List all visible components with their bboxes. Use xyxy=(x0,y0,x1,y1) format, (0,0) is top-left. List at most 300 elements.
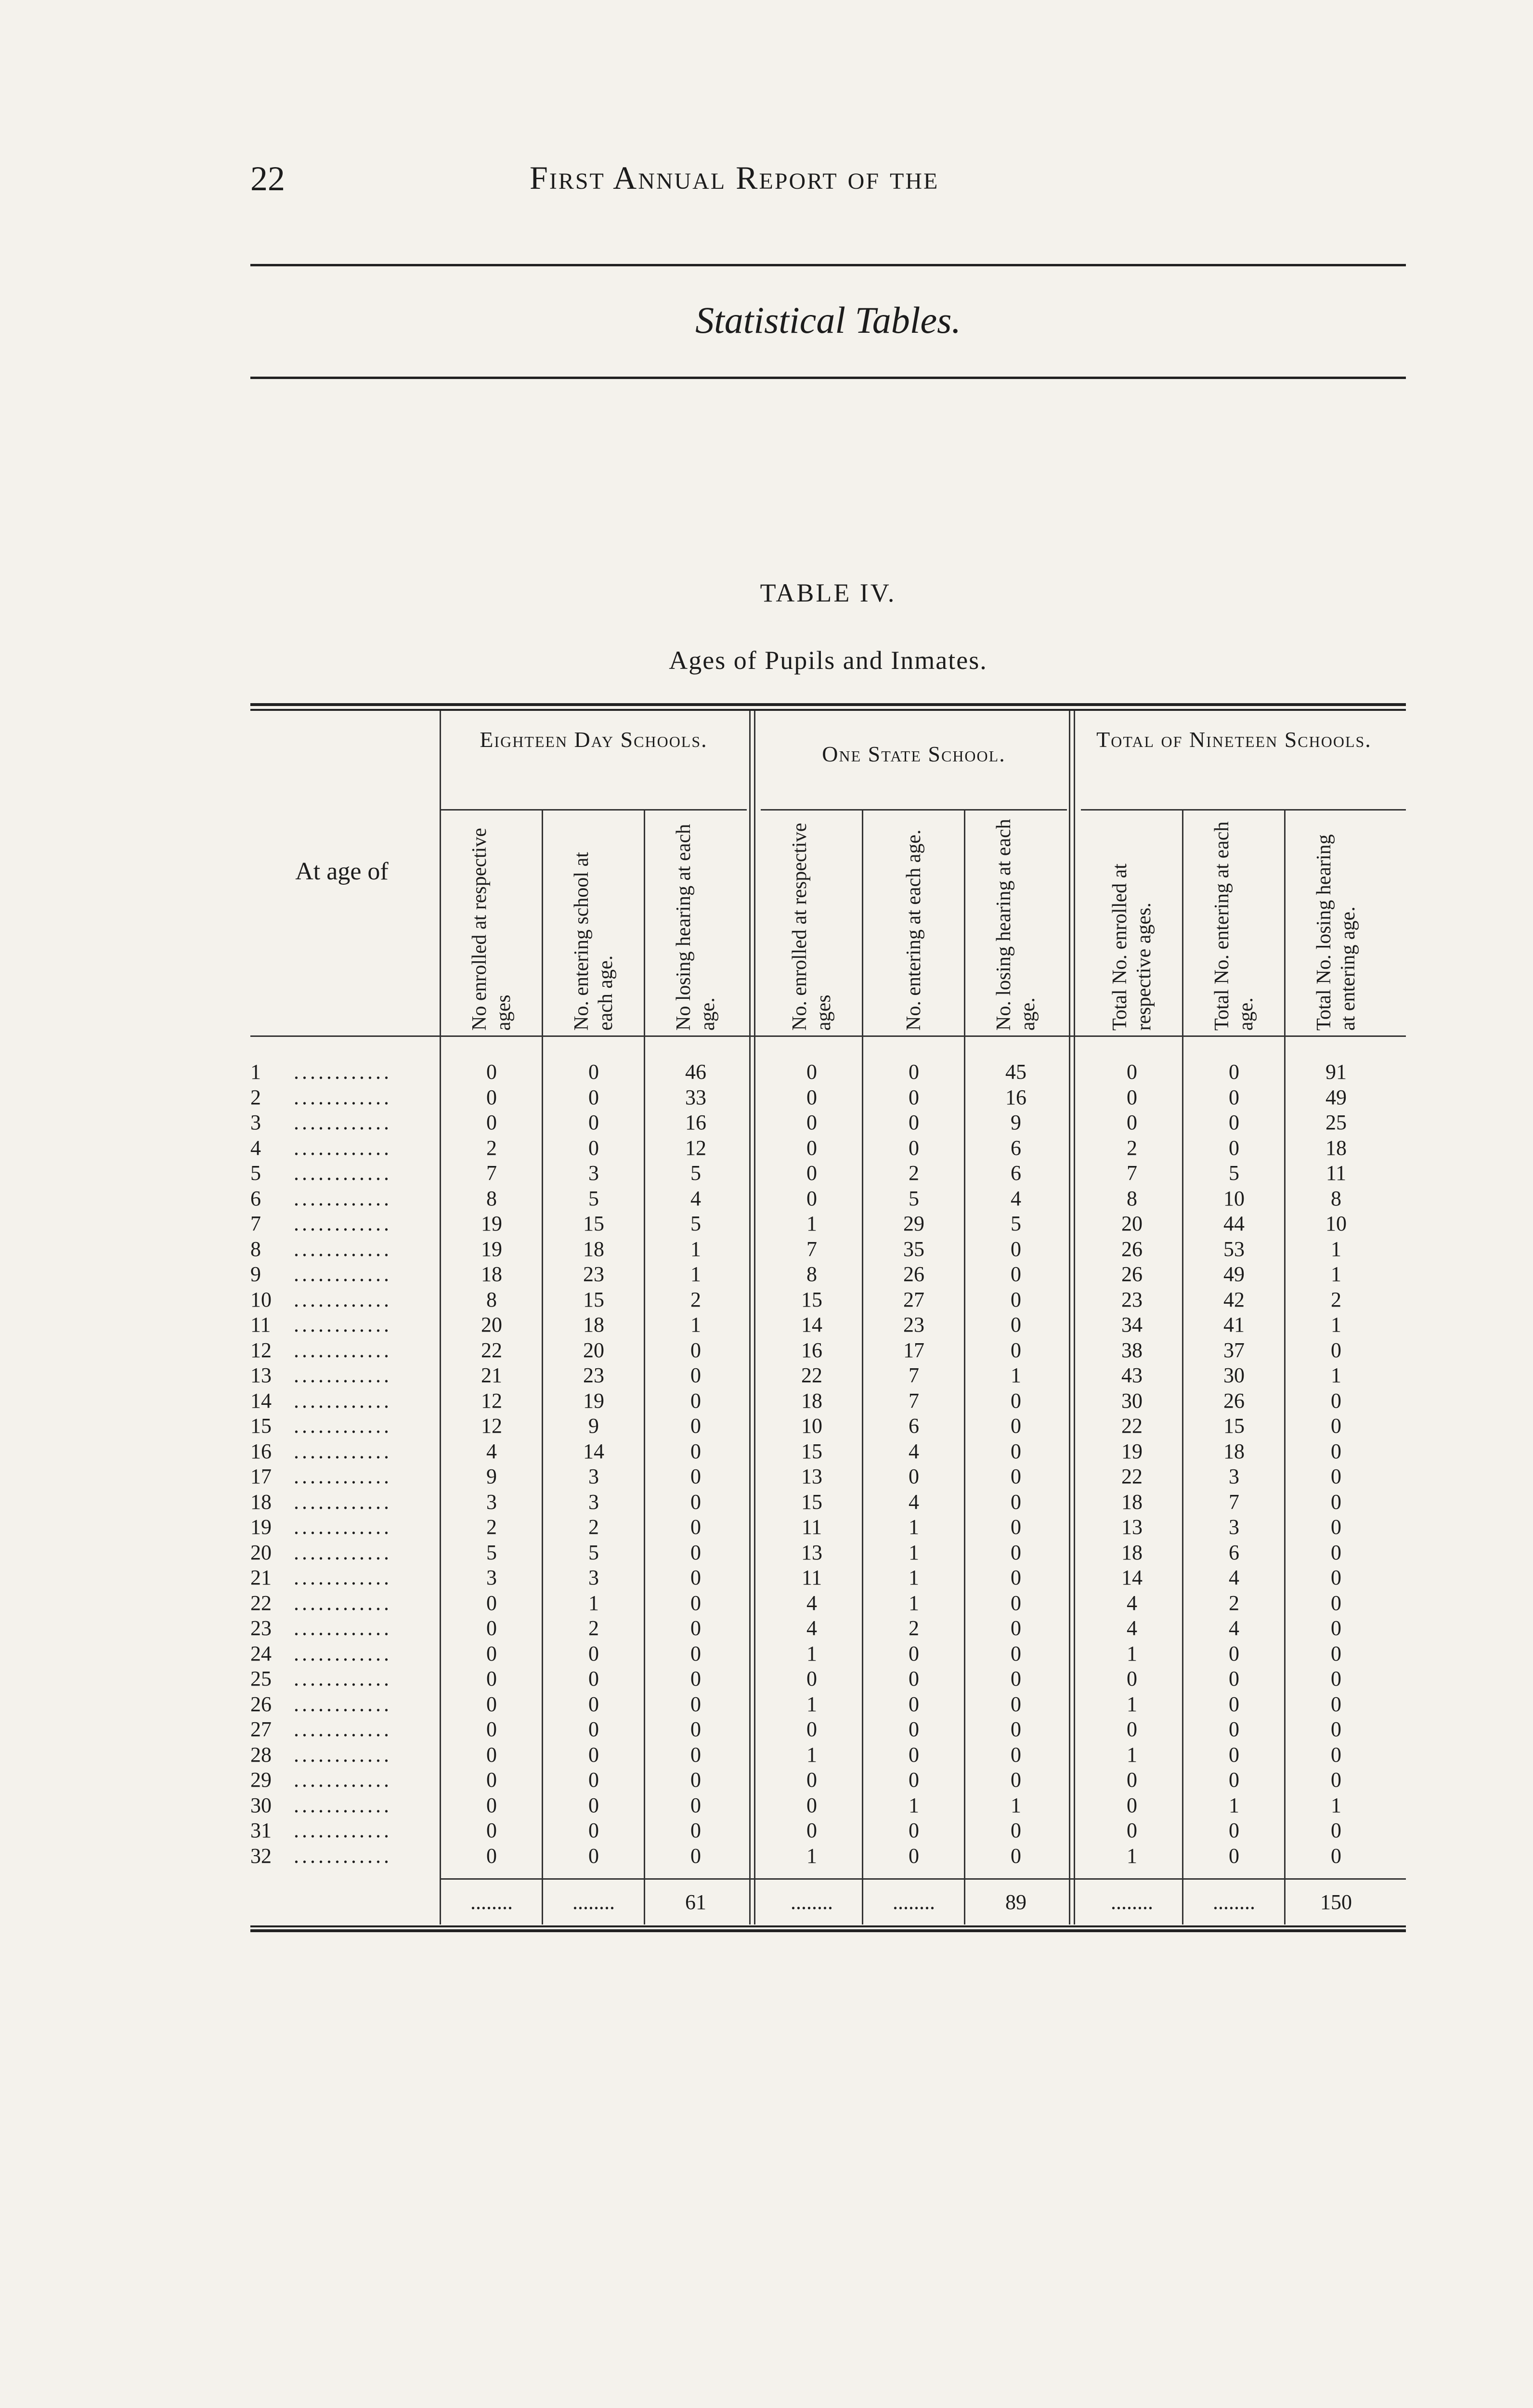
table-cell: 0 xyxy=(806,1717,817,1741)
table-cell: 0 xyxy=(1331,1591,1341,1615)
age-value: 30 xyxy=(250,1793,272,1817)
table-cell: 15 xyxy=(801,1439,822,1463)
table-cell: 0 xyxy=(588,1692,599,1716)
table-cell: 18 xyxy=(583,1237,604,1261)
leader-dots: ............ xyxy=(294,1768,392,1792)
col-head-5: No. entering at each age. xyxy=(903,829,925,1031)
table-cell: 0 xyxy=(486,1111,497,1134)
table-cell: 0 xyxy=(1331,1414,1341,1438)
table-row xyxy=(250,1060,1406,1085)
table-cell: 1 xyxy=(806,1641,817,1665)
table-cell: 0 xyxy=(588,1768,599,1792)
table-cell: 0 xyxy=(1127,1793,1137,1817)
table-cell: 23 xyxy=(583,1262,604,1286)
table-row xyxy=(250,1161,1406,1186)
table-cell: 0 xyxy=(1127,1111,1137,1134)
table-cell: 0 xyxy=(1127,1717,1137,1741)
leader-dots: ............ xyxy=(294,1591,392,1615)
table-cell: 2 xyxy=(588,1616,599,1640)
table-cell: 1 xyxy=(1331,1237,1341,1261)
table-row xyxy=(250,1186,1406,1211)
table-cell: 0 xyxy=(588,1742,599,1767)
leader-dots: ............ xyxy=(294,1490,392,1514)
table-cell: 0 xyxy=(909,1844,919,1868)
table-cell: 5 xyxy=(690,1161,701,1185)
table-cell: 6 xyxy=(1229,1540,1239,1564)
table-cell: 1 xyxy=(588,1591,599,1615)
table-cell: 45 xyxy=(1005,1060,1026,1084)
table-cell: 9 xyxy=(486,1465,497,1488)
table-cell: 0 xyxy=(1011,1540,1021,1564)
table-cell: 11 xyxy=(801,1566,822,1589)
col-head-1: No enrolled at respective ages xyxy=(468,828,515,1031)
table-cell: 18 xyxy=(801,1388,822,1413)
table-cell: 0 xyxy=(806,1667,817,1690)
table-cell: 2 xyxy=(486,1136,497,1160)
page-number: 22 xyxy=(250,159,285,198)
table-cell: 1 xyxy=(1127,1844,1137,1868)
table-cell: 13 xyxy=(801,1540,822,1564)
table-cell: 0 xyxy=(690,1667,701,1690)
table-cell: 0 xyxy=(690,1692,701,1716)
table-cell: 7 xyxy=(909,1388,919,1413)
row-age-label xyxy=(250,1338,433,1363)
table-cell: 0 xyxy=(1331,1338,1341,1362)
table-cell: 0 xyxy=(1011,1667,1021,1690)
row-age-label xyxy=(250,1641,433,1666)
table-cell: 0 xyxy=(1331,1388,1341,1413)
row-age-label xyxy=(250,1616,433,1641)
table-cell: 46 xyxy=(685,1060,706,1084)
table-cell: 0 xyxy=(909,1742,919,1767)
table-cell: 1 xyxy=(909,1793,919,1817)
table-cell: 0 xyxy=(690,1616,701,1640)
table-row xyxy=(250,1767,1406,1793)
table-cell: 0 xyxy=(909,1060,919,1084)
leader-dots: ............ xyxy=(294,1287,392,1311)
table-cell: 4 xyxy=(1127,1616,1137,1640)
table-cell: 0 xyxy=(588,1060,599,1084)
table-cell: 1 xyxy=(909,1566,919,1589)
table-cell: 0 xyxy=(909,1819,919,1842)
table-cell: 49 xyxy=(1325,1085,1347,1109)
table-cell: 1 xyxy=(806,1212,817,1235)
table-cell: 1 xyxy=(1127,1692,1137,1716)
row-age-label xyxy=(250,1211,433,1236)
table-cell: 13 xyxy=(1121,1515,1143,1539)
table-row xyxy=(250,1844,1406,1869)
table-row xyxy=(250,1439,1406,1464)
table-row xyxy=(250,1110,1406,1135)
table-cell: 3 xyxy=(1229,1465,1239,1488)
row-age-label xyxy=(250,1692,433,1717)
table-row xyxy=(250,1515,1406,1540)
table-cell: 4 xyxy=(1011,1186,1021,1210)
row-age-label xyxy=(250,1818,433,1843)
table-cell: 2 xyxy=(690,1287,701,1311)
table-cell: 0 xyxy=(909,1667,919,1690)
table-cell: 29 xyxy=(903,1212,924,1235)
leader-dots: ............ xyxy=(294,1363,392,1387)
table-cell: 0 xyxy=(690,1641,701,1665)
table-cell: 0 xyxy=(1229,1742,1239,1767)
row-age-label xyxy=(250,1085,433,1110)
table-cell: 0 xyxy=(1229,1085,1239,1109)
table-cell: 4 xyxy=(806,1591,817,1615)
leader-dots: ............ xyxy=(294,1212,392,1235)
table-cell: 0 xyxy=(1331,1844,1341,1868)
leader-dots: ............ xyxy=(294,1085,392,1109)
table-cell: 1 xyxy=(806,1692,817,1716)
table-cell: 0 xyxy=(1011,1742,1021,1767)
table-cell: 1 xyxy=(1011,1363,1021,1387)
table-cell: 0 xyxy=(806,1085,817,1109)
table-cell: 0 xyxy=(588,1667,599,1690)
table-cell: 2 xyxy=(1127,1136,1137,1160)
table-cell: 11 xyxy=(801,1515,822,1539)
table-cell: 0 xyxy=(690,1540,701,1564)
table-cell: 1 xyxy=(806,1742,817,1767)
table-cell: 20 xyxy=(583,1338,604,1362)
table-row xyxy=(250,1717,1406,1742)
header-bottom-rule xyxy=(250,1035,1406,1037)
table-cell: 0 xyxy=(690,1717,701,1741)
table-cell: 0 xyxy=(909,1085,919,1109)
age-value: 5 xyxy=(250,1161,261,1185)
table-cell: 0 xyxy=(1011,1566,1021,1589)
age-value: 2 xyxy=(250,1085,261,1109)
table-row xyxy=(250,1591,1406,1616)
table-cell: 0 xyxy=(1127,1085,1137,1109)
table-cell: 3 xyxy=(486,1490,497,1514)
leader-dots: ............ xyxy=(294,1338,392,1362)
table-cell: 22 xyxy=(801,1363,822,1387)
leader-dots: ............ xyxy=(294,1439,392,1463)
total-cell: 89 xyxy=(1005,1890,1026,1914)
col-head-2: No. entering school at each age. xyxy=(571,852,617,1031)
table-cell: 0 xyxy=(806,1768,817,1792)
table-cell: 0 xyxy=(588,1793,599,1817)
table-cell: 4 xyxy=(909,1439,919,1463)
table-cell: 0 xyxy=(1229,1060,1239,1084)
table-cell: 0 xyxy=(1011,1414,1021,1438)
table-cell: 2 xyxy=(909,1161,919,1185)
table-cell: 2 xyxy=(588,1515,599,1539)
row-age-label xyxy=(250,1363,433,1388)
col-head-4: No. enrolled at respective ages xyxy=(789,823,835,1031)
table-row xyxy=(250,1413,1406,1439)
leader-dots: ............ xyxy=(294,1313,392,1336)
table-cell: 1 xyxy=(1331,1363,1341,1387)
table-cell: 5 xyxy=(909,1186,919,1210)
table-cell: 0 xyxy=(588,1717,599,1741)
table-cell: 8 xyxy=(1331,1186,1341,1210)
row-age-label xyxy=(250,1110,433,1135)
table-cell: 27 xyxy=(903,1287,924,1311)
table-cell: 7 xyxy=(909,1363,919,1387)
table-cell: 4 xyxy=(909,1490,919,1514)
age-value: 32 xyxy=(250,1844,272,1868)
table-cell: 30 xyxy=(1223,1363,1245,1387)
table-row xyxy=(250,1490,1406,1515)
table-cell: 12 xyxy=(481,1414,502,1438)
table-cell: 8 xyxy=(1127,1186,1137,1210)
row-age-label xyxy=(250,1540,433,1565)
age-value: 15 xyxy=(250,1414,272,1438)
table-cell: 13 xyxy=(801,1465,822,1488)
stub-header: At age of xyxy=(295,858,389,885)
table-cell: 0 xyxy=(1011,1692,1021,1716)
leader-dots: ............ xyxy=(294,1465,392,1488)
leader-dots: ............ xyxy=(294,1540,392,1564)
table-cell: 0 xyxy=(1331,1819,1341,1842)
table-cell: 26 xyxy=(903,1262,924,1286)
table-cell: 15 xyxy=(583,1212,604,1235)
total-cell: 150 xyxy=(1320,1890,1352,1914)
table-cell: 0 xyxy=(806,1136,817,1160)
table-row xyxy=(250,1793,1406,1818)
leader-dots: ............ xyxy=(294,1414,392,1438)
table-row xyxy=(250,1211,1406,1236)
table-cell: 16 xyxy=(685,1111,706,1134)
table-cell: 7 xyxy=(486,1161,497,1185)
table-cell: 18 xyxy=(583,1313,604,1336)
table-cell: 1 xyxy=(909,1515,919,1539)
table-cell: 0 xyxy=(1011,1844,1021,1868)
row-age-label xyxy=(250,1060,433,1085)
leader-dots: ............ xyxy=(294,1186,392,1210)
table-cell: 19 xyxy=(583,1388,604,1413)
row-age-label xyxy=(250,1591,433,1616)
table-cell: 0 xyxy=(1229,1844,1239,1868)
table-cell: 0 xyxy=(690,1591,701,1615)
leader-dots: ............ xyxy=(294,1111,392,1134)
table-row xyxy=(250,1616,1406,1641)
table-cell: 0 xyxy=(690,1465,701,1488)
table-cell: 8 xyxy=(486,1186,497,1210)
table-cell: 8 xyxy=(486,1287,497,1311)
running-head xyxy=(250,159,1406,212)
row-age-label xyxy=(250,1237,433,1262)
table-cell: 37 xyxy=(1223,1338,1245,1362)
table-top-rule xyxy=(250,703,1406,711)
table-cell: 0 xyxy=(690,1388,701,1413)
row-age-label xyxy=(250,1312,433,1337)
table-cell: 2 xyxy=(1229,1591,1239,1615)
table-row xyxy=(250,1742,1406,1767)
table-cell: 1 xyxy=(1331,1793,1341,1817)
table-cell: 20 xyxy=(481,1313,502,1336)
table-row xyxy=(250,1818,1406,1843)
table-cell: 0 xyxy=(690,1742,701,1767)
table-cell: 0 xyxy=(588,1111,599,1134)
table-cell: 6 xyxy=(1011,1161,1021,1185)
table-cell: 0 xyxy=(1011,1768,1021,1792)
table-cell: 0 xyxy=(1331,1515,1341,1539)
total-cell: ........ xyxy=(791,1890,833,1914)
table-cell: 8 xyxy=(806,1262,817,1286)
row-age-label xyxy=(250,1565,433,1590)
age-value: 26 xyxy=(250,1692,272,1716)
age-value: 11 xyxy=(250,1313,271,1336)
leader-dots: ............ xyxy=(294,1388,392,1413)
table-cell: 17 xyxy=(903,1338,924,1362)
table-cell: 1 xyxy=(1229,1793,1239,1817)
table-cell: 18 xyxy=(1223,1439,1245,1463)
table-cell: 0 xyxy=(1229,1136,1239,1160)
row-age-label xyxy=(250,1490,433,1515)
table-cell: 41 xyxy=(1223,1313,1245,1336)
table-cell: 0 xyxy=(1331,1742,1341,1767)
table-cell: 0 xyxy=(588,1641,599,1665)
totals-rule xyxy=(440,1878,1406,1880)
table-cell: 5 xyxy=(588,1186,599,1210)
table-cell: 0 xyxy=(1127,1667,1137,1690)
leader-dots: ............ xyxy=(294,1566,392,1589)
table-cell: 1 xyxy=(1127,1641,1137,1665)
leader-dots: ............ xyxy=(294,1616,392,1640)
total-cell: ........ xyxy=(470,1890,513,1914)
table-cell: 0 xyxy=(909,1717,919,1741)
table-cell: 0 xyxy=(1011,1465,1021,1488)
table-cell: 12 xyxy=(685,1136,706,1160)
leader-dots: ............ xyxy=(294,1237,392,1261)
row-age-label xyxy=(250,1464,433,1489)
table-cell: 0 xyxy=(486,1793,497,1817)
table-cell: 0 xyxy=(909,1768,919,1792)
table-cell: 0 xyxy=(1011,1515,1021,1539)
table-cell: 0 xyxy=(486,1060,497,1084)
table-cell: 5 xyxy=(1229,1161,1239,1185)
group-underline xyxy=(761,809,1067,811)
table-cell: 0 xyxy=(1011,1819,1021,1842)
table-cell: 0 xyxy=(486,1768,497,1792)
table-cell: 35 xyxy=(903,1237,924,1261)
table-cell: 23 xyxy=(583,1363,604,1387)
table-cell: 22 xyxy=(1121,1465,1143,1488)
totals-row xyxy=(250,1888,1406,1917)
table-cell: 0 xyxy=(1011,1490,1021,1514)
table-cell: 18 xyxy=(1325,1136,1347,1160)
table-row xyxy=(250,1085,1406,1110)
group-underline xyxy=(441,809,747,811)
row-age-label xyxy=(250,1136,433,1161)
leader-dots: ............ xyxy=(294,1161,392,1185)
table-cell: 11 xyxy=(1325,1161,1347,1185)
table-cell: 0 xyxy=(909,1136,919,1160)
table-cell: 0 xyxy=(806,1819,817,1842)
table-cell: 0 xyxy=(1229,1667,1239,1690)
table-row xyxy=(250,1237,1406,1262)
table-row xyxy=(250,1641,1406,1666)
table-cell: 1 xyxy=(1127,1742,1137,1767)
table-row xyxy=(250,1388,1406,1413)
table-cell: 4 xyxy=(1229,1616,1239,1640)
table-cell: 3 xyxy=(588,1161,599,1185)
table-cell: 2 xyxy=(486,1515,497,1539)
group-header-total-schools: Total of Nineteen Schools. xyxy=(1096,727,1372,752)
age-value: 6 xyxy=(250,1186,261,1210)
table-cell: 0 xyxy=(690,1768,701,1792)
table-cell: 0 xyxy=(690,1566,701,1589)
table-cell: 0 xyxy=(1127,1819,1137,1842)
table-cell: 53 xyxy=(1223,1237,1245,1261)
table-row xyxy=(250,1338,1406,1363)
group-header-state-school: One State School. xyxy=(822,742,1006,766)
table-cell: 4 xyxy=(806,1616,817,1640)
table-cell: 1 xyxy=(690,1262,701,1286)
age-value: 12 xyxy=(250,1338,272,1362)
row-age-label xyxy=(250,1793,433,1818)
table-cell: 0 xyxy=(486,1742,497,1767)
age-value: 24 xyxy=(250,1641,272,1665)
table-cell: 0 xyxy=(806,1161,817,1185)
age-value: 3 xyxy=(250,1111,261,1134)
row-age-label xyxy=(250,1262,433,1287)
age-value: 14 xyxy=(250,1388,272,1413)
table-cell: 25 xyxy=(1325,1111,1347,1134)
col-head-6: No. losing hearing at each age. xyxy=(993,819,1039,1031)
table-cell: 9 xyxy=(1011,1111,1021,1134)
table-row xyxy=(250,1692,1406,1717)
table-cell: 4 xyxy=(1229,1566,1239,1589)
table-cell: 0 xyxy=(486,1819,497,1842)
table-cell: 1 xyxy=(690,1313,701,1336)
age-value: 17 xyxy=(250,1465,272,1488)
leader-dots: ............ xyxy=(294,1262,392,1286)
table-cell: 3 xyxy=(588,1566,599,1589)
header-rule xyxy=(250,264,1406,266)
table-cell: 0 xyxy=(690,1414,701,1438)
col-head-3: No losing hearing at each age. xyxy=(673,824,719,1031)
table-row xyxy=(250,1565,1406,1590)
table-cell: 4 xyxy=(1127,1591,1137,1615)
leader-dots: ............ xyxy=(294,1136,392,1160)
table-cell: 1 xyxy=(909,1540,919,1564)
table-cell: 19 xyxy=(481,1237,502,1261)
row-age-label xyxy=(250,1844,433,1869)
table-cell: 6 xyxy=(909,1414,919,1438)
row-age-label xyxy=(250,1767,433,1793)
age-value: 1 xyxy=(250,1060,261,1084)
table-cell: 0 xyxy=(1011,1338,1021,1362)
table-cell: 0 xyxy=(806,1186,817,1210)
age-value: 18 xyxy=(250,1490,272,1514)
row-age-label xyxy=(250,1515,433,1540)
table-cell: 3 xyxy=(588,1465,599,1488)
table-row xyxy=(250,1540,1406,1565)
row-age-label xyxy=(250,1161,433,1186)
leader-dots: ............ xyxy=(294,1641,392,1665)
table-cell: 1 xyxy=(909,1591,919,1615)
age-value: 23 xyxy=(250,1616,272,1640)
table-cell: 9 xyxy=(588,1414,599,1438)
group-header-day-schools: Eighteen Day Schools. xyxy=(480,727,708,752)
table-cell: 0 xyxy=(1011,1439,1021,1463)
table-cell: 0 xyxy=(690,1819,701,1842)
table-cell: 0 xyxy=(806,1793,817,1817)
table-cell: 6 xyxy=(1011,1136,1021,1160)
table-cell: 0 xyxy=(690,1490,701,1514)
age-value: 31 xyxy=(250,1819,272,1842)
table-cell: 0 xyxy=(1011,1641,1021,1665)
table-cell: 0 xyxy=(1229,1819,1239,1842)
table-row xyxy=(250,1666,1406,1691)
table-cell: 0 xyxy=(588,1085,599,1109)
section-title: Statistical Tables. xyxy=(695,299,961,341)
table-cell: 4 xyxy=(486,1439,497,1463)
table-cell: 10 xyxy=(1223,1186,1245,1210)
